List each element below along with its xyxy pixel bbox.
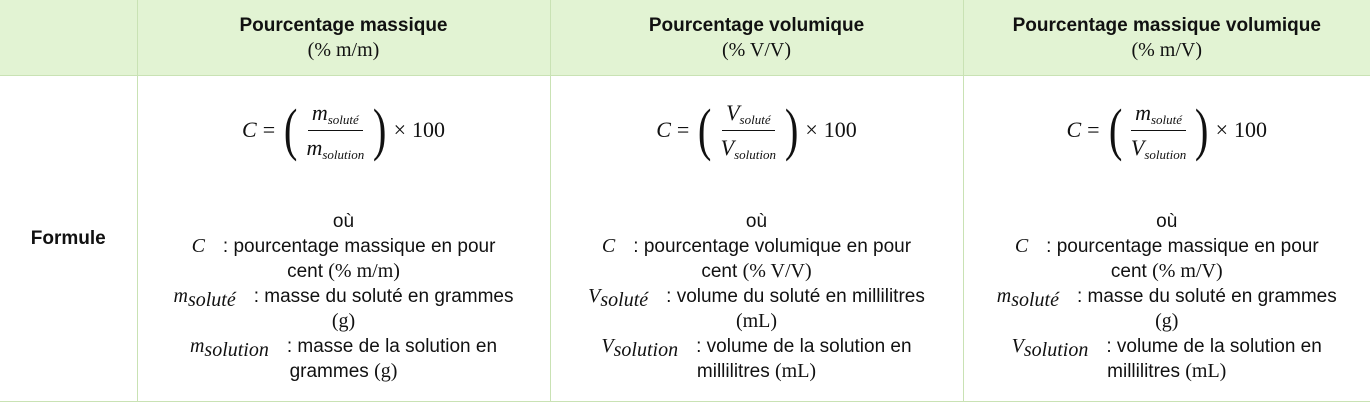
formula-lhs: C (1066, 117, 1081, 143)
open-paren: ( (1108, 101, 1122, 159)
times-sign: × (805, 117, 817, 143)
definition-line: millilitres (mL) (551, 359, 963, 384)
fraction-denominator: Vsolution (717, 131, 780, 161)
definition-line: millilitres (mL) (964, 359, 1370, 384)
definitions (551, 209, 963, 384)
fraction (717, 100, 780, 161)
column-title: Pourcentage massique (138, 14, 550, 38)
formula-cell-massique (137, 76, 550, 402)
column-unit: (% V/V) (551, 38, 963, 62)
definition-line: cent (% m/V) (964, 259, 1370, 284)
where-word: où (551, 209, 963, 234)
fraction (1127, 100, 1190, 161)
where-word: où (138, 209, 550, 234)
definitions (964, 209, 1370, 384)
times-sign: × (394, 117, 406, 143)
column-unit: (% m/V) (964, 38, 1370, 62)
formula (656, 100, 857, 161)
header-row (0, 0, 1370, 76)
open-paren: ( (698, 101, 712, 159)
formula-cell-volumique (550, 76, 963, 402)
formula-lhs: C (656, 117, 671, 143)
formula (242, 100, 445, 161)
times-sign: × (1216, 117, 1228, 143)
definition-line: msolution : masse de la solution en (138, 334, 550, 359)
definition-line: Vsolution : volume de la solution en (551, 334, 963, 359)
column-title: Pourcentage massique volumique (964, 14, 1370, 38)
formula-equals: = (1087, 117, 1099, 143)
definition-line: grammes (g) (138, 359, 550, 384)
fraction-denominator: msolution (302, 131, 368, 161)
row-label-cell (0, 76, 137, 402)
fraction-numerator: Vsoluté (722, 100, 775, 131)
definition-line: Vsoluté : volume du soluté en millilitres (551, 284, 963, 309)
fraction (302, 100, 368, 161)
column-title: Pourcentage volumique (551, 14, 963, 38)
definition-line: Vsolution : volume de la solution en (964, 334, 1370, 359)
close-paren: ) (785, 101, 799, 159)
open-paren: ( (284, 101, 298, 159)
definition-line: cent (% m/m) (138, 259, 550, 284)
row-label: Formule (31, 228, 106, 249)
header-cell-massique (137, 0, 550, 76)
header-cell-volumique (550, 0, 963, 76)
fraction-numerator: msoluté (308, 100, 363, 131)
formula-equals: = (677, 117, 689, 143)
formula-row (0, 76, 1370, 402)
formula-factor: 100 (1234, 117, 1267, 143)
close-paren: ) (373, 101, 387, 159)
definition-line: C : pourcentage massique en pour (138, 234, 550, 259)
definition-line: msoluté : masse du soluté en grammes (138, 284, 550, 309)
definition-line: cent (% V/V) (551, 259, 963, 284)
formula-equals: = (263, 117, 275, 143)
header-empty-cell (0, 0, 137, 76)
where-word: où (964, 209, 1370, 234)
fraction-denominator: Vsolution (1127, 131, 1190, 161)
close-paren: ) (1195, 101, 1209, 159)
header-cell-massique-volumique (963, 0, 1370, 76)
definition-line: C : pourcentage massique en pour (964, 234, 1370, 259)
formula-factor: 100 (824, 117, 857, 143)
formula-cell-massique-volumique (963, 76, 1370, 402)
formula-factor: 100 (412, 117, 445, 143)
definition-line: (mL) (551, 309, 963, 334)
definitions (138, 209, 550, 384)
column-unit: (% m/m) (138, 38, 550, 62)
definition-line: (g) (138, 309, 550, 334)
definition-line: (g) (964, 309, 1370, 334)
definition-line: C : pourcentage volumique en pour (551, 234, 963, 259)
fraction-numerator: msoluté (1131, 100, 1186, 131)
formula-lhs: C (242, 117, 257, 143)
formula (1066, 100, 1267, 161)
definition-line: msoluté : masse du soluté en grammes (964, 284, 1370, 309)
